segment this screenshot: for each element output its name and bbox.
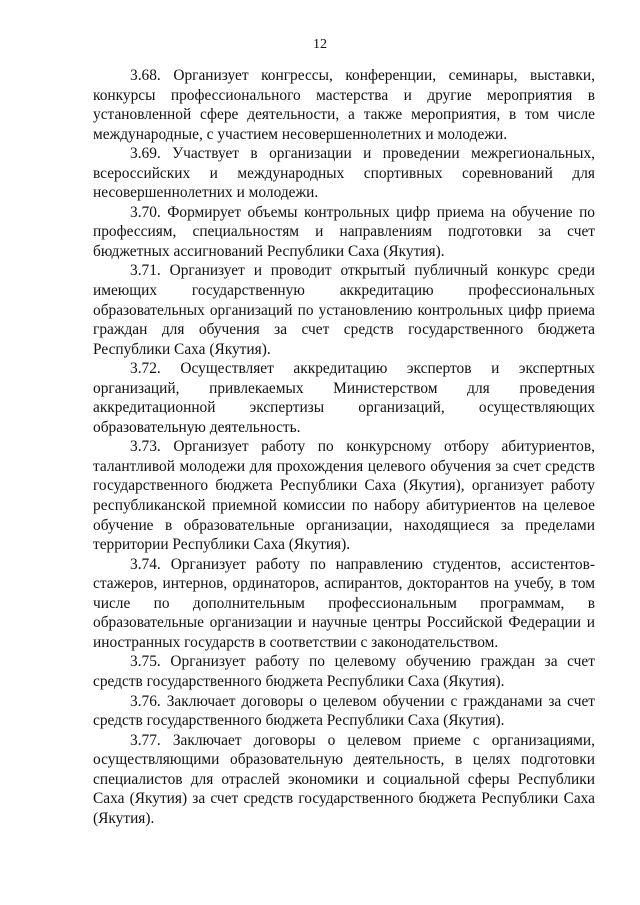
paragraph-3-74 bbox=[93, 555, 595, 653]
paragraph-text: Организует работу по направлению студентов, ассистентов-стажеров, интернов, ординаторов, аспирантов, докторантов на учебу, в том числе по дополнительным профессиональным программам, в образовательные организации и научные центры Российской Федерации и иностранных государств в соответствии с законодательством. bbox=[93, 555, 595, 651]
paragraph-number: 3.71. bbox=[130, 262, 161, 280]
paragraph-text: Участвует в организации и проведении межрегиональных, всероссийских и международных спортивных соревнований для несовершеннолетних и молодежи. bbox=[93, 145, 595, 202]
document-body bbox=[93, 66, 595, 828]
paragraph-text: Организует работу по конкурсному отбору абитуриентов, талантливой молодежи для прохождения целевого обучения за счет средств государственного бюджета Республики Саха (Якутия), организует работу республиканской приемной комиссии по набору абитуриентов на целевое обучение в образовательные организации, находящиеся за пределами территории Республики Саха (Якутия). bbox=[93, 438, 595, 554]
paragraph-number: 3.72. bbox=[130, 360, 161, 378]
paragraph-3-75 bbox=[93, 652, 595, 691]
paragraph-3-72 bbox=[93, 359, 595, 437]
paragraph-text: Организует и проводит открытый публичный конкурс среди имеющих государственную аккредитацию профессиональных образовательных организаций по установлению контрольных цифр приема граждан для обучения за счет средств государственного бюджета Республики Саха (Якутия). bbox=[93, 262, 595, 358]
paragraph-3-73 bbox=[93, 437, 595, 554]
paragraph-text: Формирует объемы контрольных цифр приема на обучение по профессиям, специальностям и направлениям подготовки за счет бюджетных ассигнований Республики Саха (Якутия). bbox=[93, 203, 595, 260]
paragraph-3-71 bbox=[93, 261, 595, 359]
paragraph-3-68 bbox=[93, 66, 595, 144]
paragraph-number: 3.77. bbox=[130, 731, 161, 749]
paragraph-3-69 bbox=[93, 144, 595, 203]
page-number: 12 bbox=[313, 37, 327, 52]
paragraph-3-70 bbox=[93, 203, 595, 262]
paragraph-3-77 bbox=[93, 731, 595, 829]
paragraph-number: 3.73. bbox=[130, 438, 161, 456]
paragraph-3-76 bbox=[93, 692, 595, 731]
paragraph-text: Заключает договоры о целевом обучении с гражданами за счет средств государственного бюджета Республики Саха (Якутия). bbox=[93, 692, 595, 730]
paragraph-number: 3.70. bbox=[130, 203, 161, 221]
paragraph-text: Заключает договоры о целевом приеме с организациями, осуществляющими образовательную деятельность, в целях подготовки специалистов для отраслей экономики и социальной сферы Республики Саха (Якутия) за счет средств государственного бюджета Республики Саха (Якутия). bbox=[93, 731, 595, 827]
paragraph-number: 3.76. bbox=[130, 692, 161, 710]
paragraph-text: Организует конгрессы, конференции, семинары, выставки, конкурсы профессионального мастерства и другие мероприятия в установленной сфере деятельности, а также мероприятия, в том числе международные, с участием несовершеннолетних и молодежи. bbox=[93, 67, 595, 143]
paragraph-text: Осуществляет аккредитацию экспертов и экспертных организаций, привлекаемых Министерством для проведения аккредитационной экспертизы организаций, осуществляющих образовательную деятельность. bbox=[93, 360, 596, 436]
paragraph-number: 3.69. bbox=[130, 145, 161, 163]
paragraph-text: Организует работу по целевому обучению граждан за счет средств государственного бюджета Республики Саха (Якутия). bbox=[93, 653, 595, 690]
paragraph-number: 3.68. bbox=[130, 67, 161, 84]
paragraph-number: 3.74. bbox=[130, 555, 161, 573]
paragraph-number: 3.75. bbox=[130, 653, 161, 671]
